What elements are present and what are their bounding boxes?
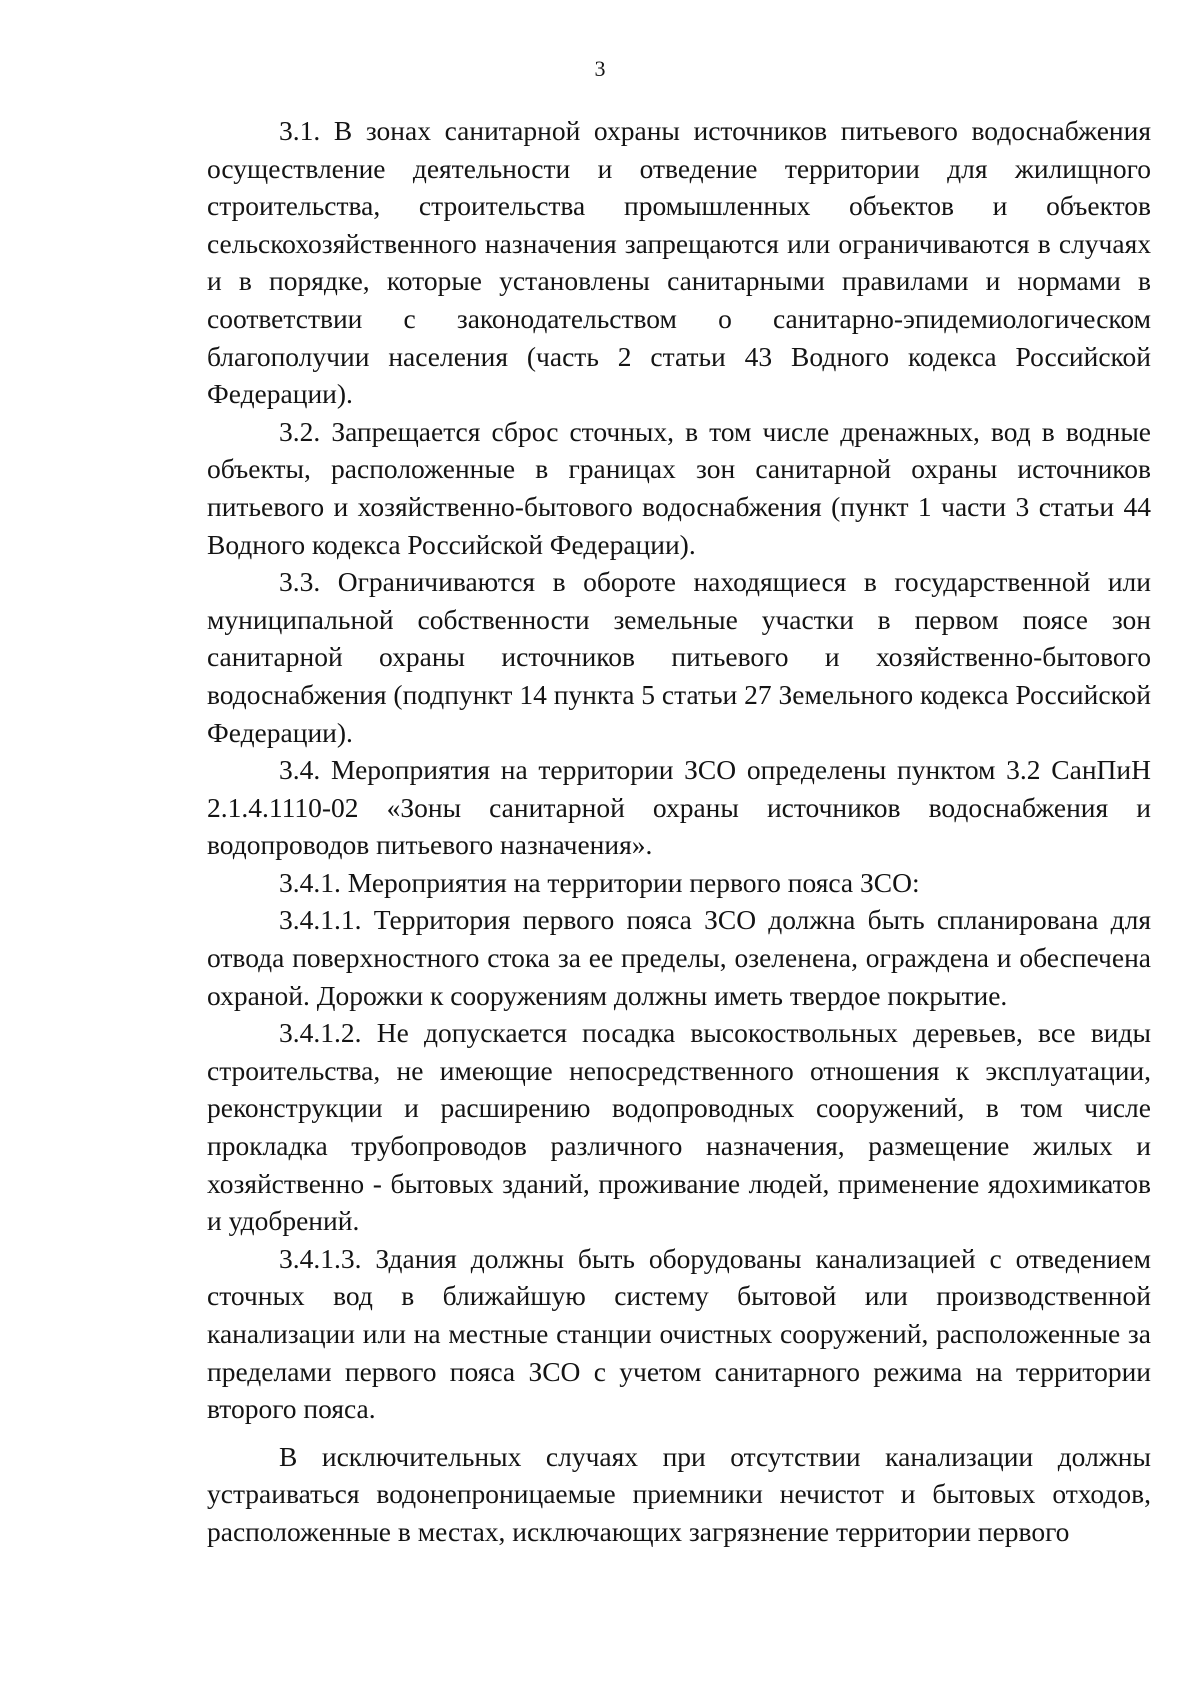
paragraph-3-2: 3.2. Запрещается сброс сточных, в том числе дренажных, вод в водные объекты, расположенные в границах зон санитарной охраны источников питьевого и хозяйственно-бытового водоснабжения (пункт 1 части 3 статьи 44 Водного кодекса Российской Федерации). bbox=[207, 415, 1151, 560]
paragraph-3-4-1-1: 3.4.1.1. Территория первого пояса ЗСО должна быть спланирована для отвода поверхностного стока за ее пределы, озеленена, ограждена и обеспечена охраной. Дорожки к сооружениям должны иметь твердое покрытие. bbox=[207, 904, 1151, 1011]
paragraph-3-4-1: 3.4.1. Мероприятия на территории первого пояса ЗСО: bbox=[279, 866, 920, 898]
paragraph-3-4: 3.4. Мероприятия на территории ЗСО определены пунктом 3.2 СанПиН 2.1.4.1110-02 «Зоны санитарной охраны источников водоснабжения и водопроводов питьевого назначения». bbox=[207, 754, 1151, 861]
paragraph-3-3: 3.3. Ограничиваются в обороте находящиеся в государственной или муниципальной собственности земельные участки в первом поясе зон санитарной охраны источников питьевого и хозяйственно-бытового водоснабжения (подпункт 14 пункта 5 статьи 27 Земельного кодекса Российской Федерации). bbox=[207, 566, 1151, 748]
paragraph-3-1: 3.1. В зонах санитарной охраны источников питьевого водоснабжения осуществление деятельности и отведение территории для жилищного строительства, строительства промышленных объектов и объектов сельскохозяйственного назначения запрещаются или ограничиваются в случаях и в порядке, которые установлены санитарными правилами и нормами в соответствии с законодательством о санитарно-эпидемиологическом благополучии населения (часть 2 статьи 43 Водного кодекса Российской Федерации). bbox=[207, 115, 1151, 410]
document-body bbox=[207, 112, 1151, 1551]
paragraph-3-4-1-3: 3.4.1.3. Здания должны быть оборудованы канализацией с отведением сточных вод в ближайшую систему бытовой или производственной канализации или на местные станции очистных сооружений, расположенные за пределами первого пояса ЗСО с учетом санитарного режима на территории второго пояса. bbox=[207, 1242, 1151, 1425]
page-number: 3 bbox=[594, 56, 606, 81]
paragraph-3-4-1-2: 3.4.1.2. Не допускается посадка высокоствольных деревьев, все виды строительства, не имеющие непосредственного отношения к эксплуатации, реконструкции и расширению водопроводных сооружений, в том числе прокладка трубопроводов различного назначения, размещение жилых и хозяйственно - бытовых зданий, проживание людей, применение ядохимикатов и удобрений. bbox=[207, 1017, 1151, 1237]
paragraph-exceptional-cases: В исключительных случаях при отсутствии канализации должны устраиваться водонепроницаемые приемники нечистот и бытовых отходов, расположенные в местах, исключающих загрязнение территории первого bbox=[207, 1440, 1151, 1547]
